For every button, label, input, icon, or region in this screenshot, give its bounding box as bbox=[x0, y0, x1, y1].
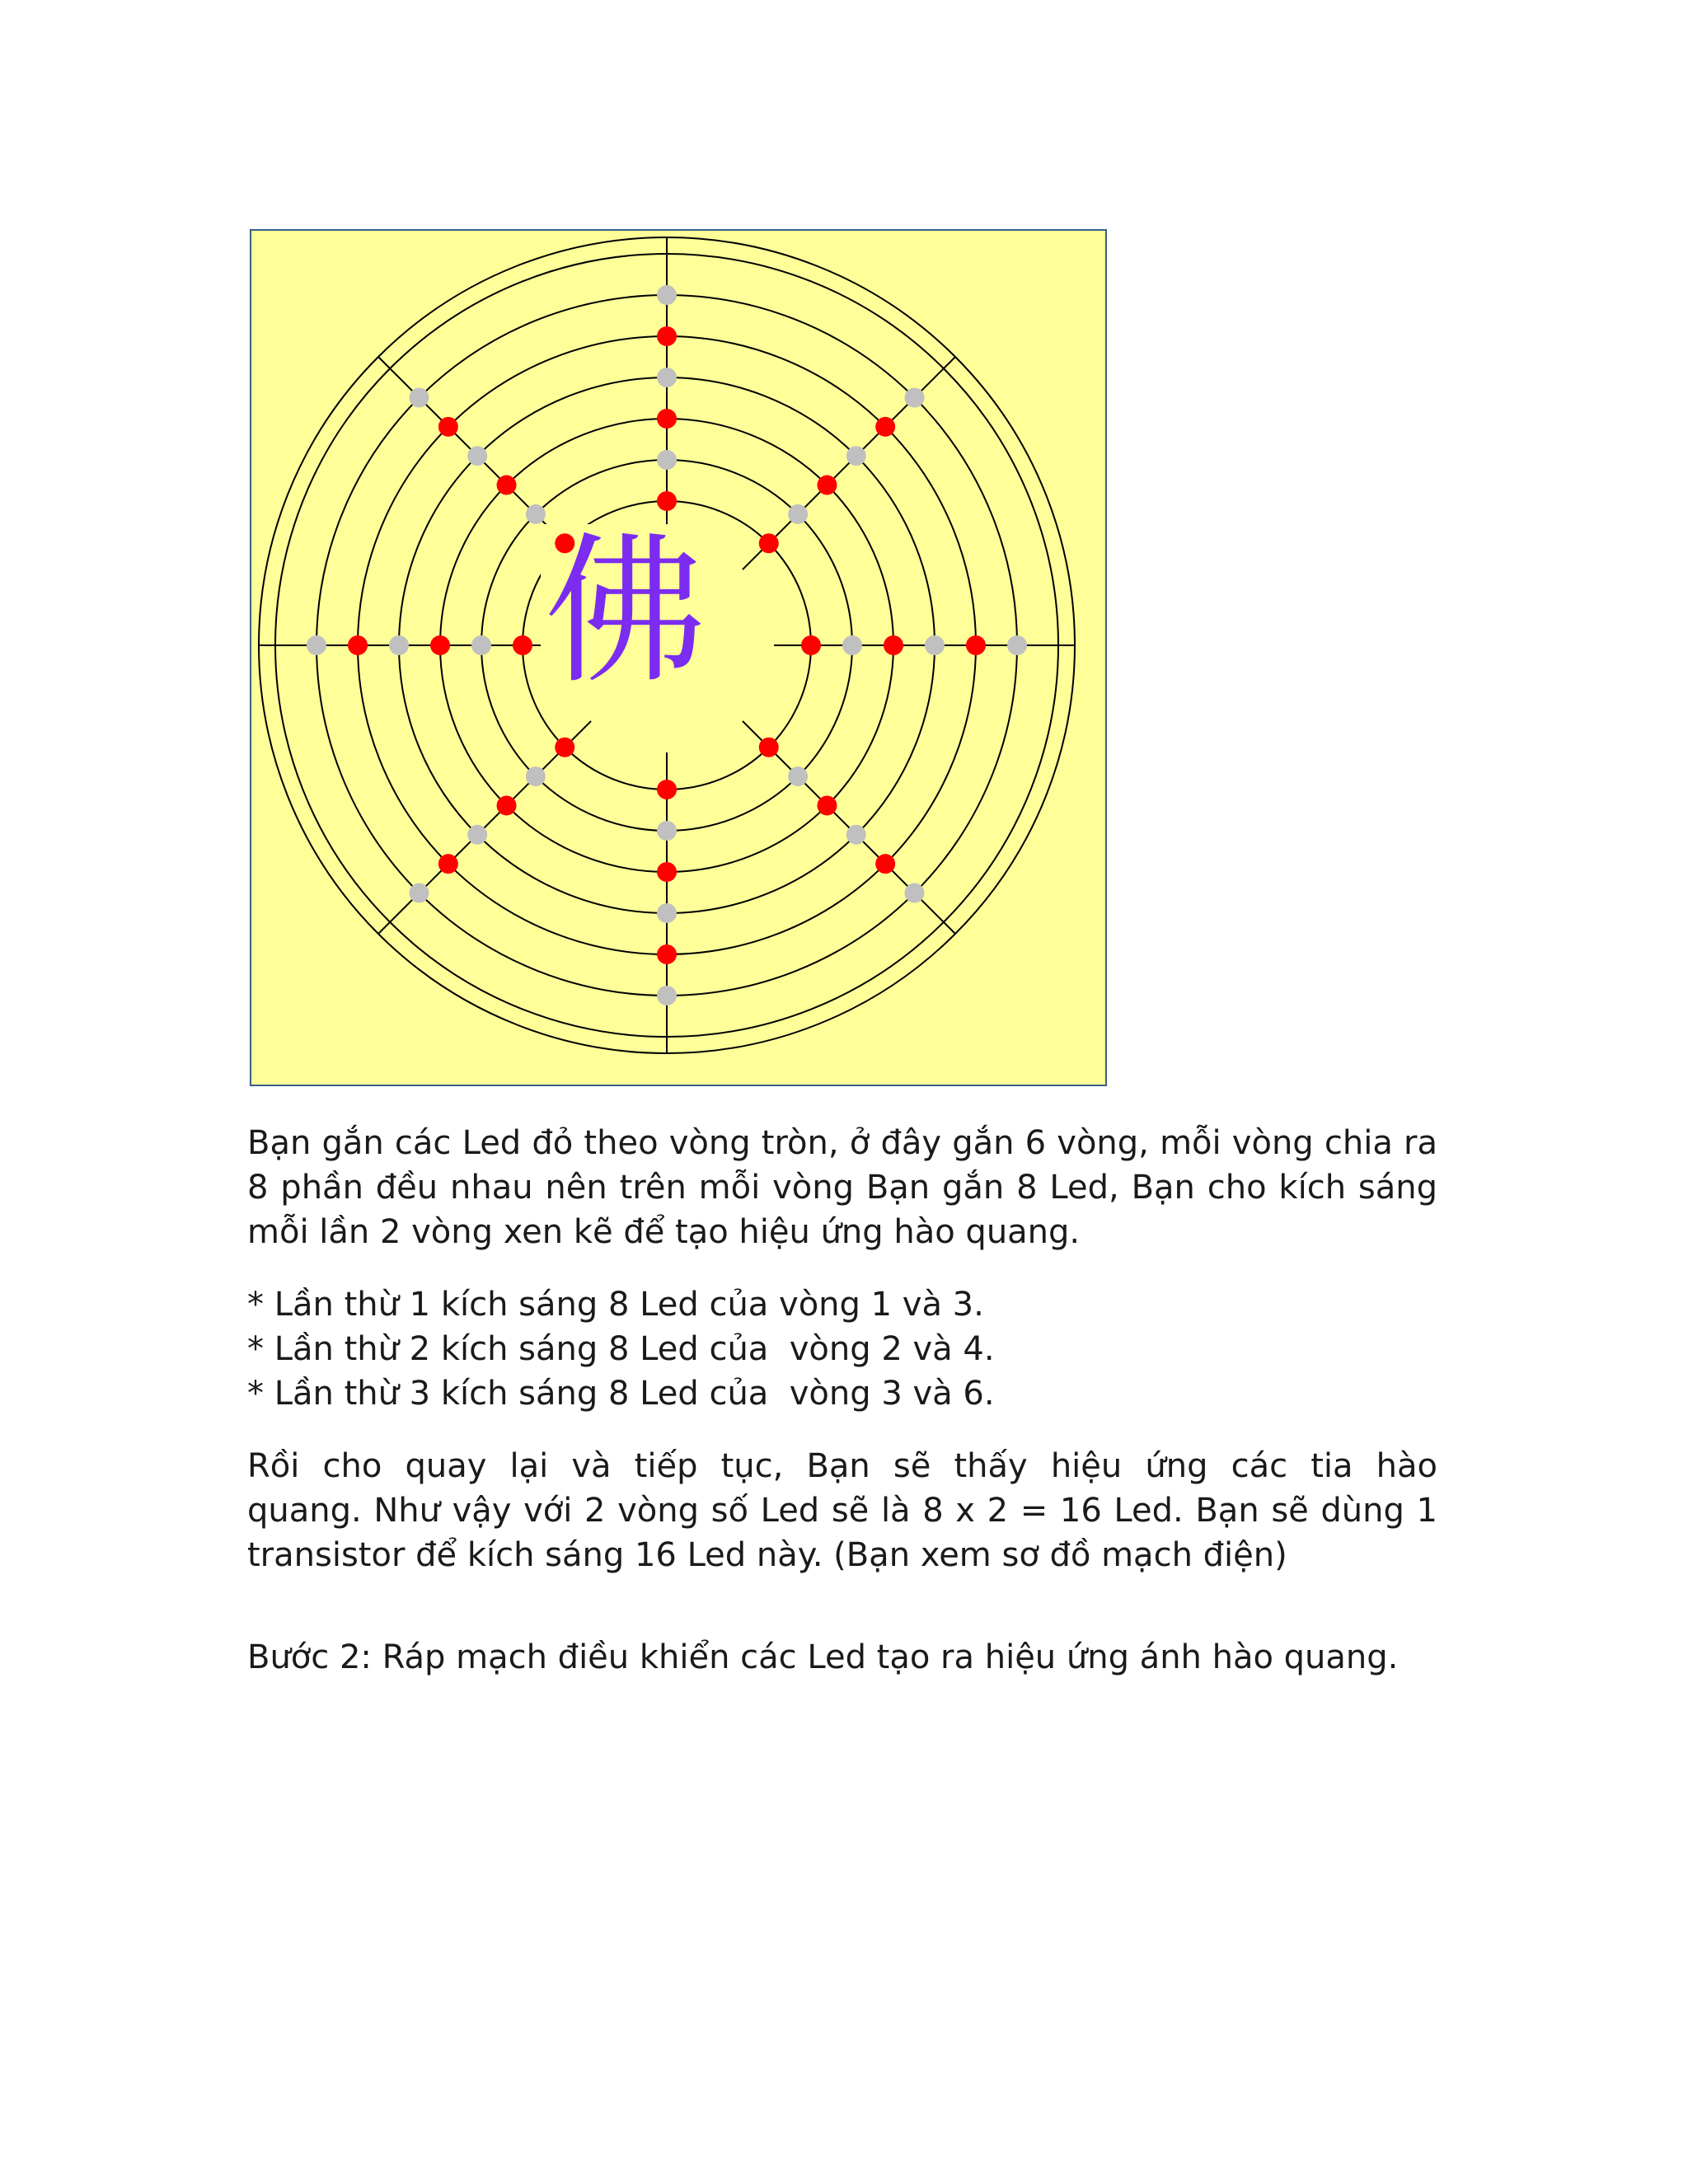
paragraph-1-line-2: 8 phần đều nhau nên trên mỗi vòng Bạn gắn 8 Led, Bạn cho kích sáng bbox=[247, 1169, 1437, 1207]
gray-led-icon bbox=[307, 635, 326, 655]
paragraph-3-line-3: transistor để kích sáng 16 Led này. (Bạn xem sơ đồ mạch điện) bbox=[247, 1536, 1287, 1574]
paragraph-3 bbox=[247, 1444, 1437, 1577]
gray-led-icon bbox=[925, 635, 945, 655]
gray-led-icon bbox=[846, 446, 866, 466]
red-led-icon bbox=[966, 635, 986, 655]
list-item-3: * Lần thừ 3 kích sáng 8 Led của vòng 3 và 6. bbox=[247, 1375, 995, 1413]
gray-led-icon bbox=[657, 903, 677, 923]
gray-led-icon bbox=[526, 504, 546, 524]
step-2-heading: Bước 2: Ráp mạch điều khiển các Led tạo ra hiệu ứng ánh hào quang. bbox=[247, 1638, 1399, 1676]
gray-led-icon bbox=[657, 986, 677, 1005]
gray-led-icon bbox=[657, 368, 677, 387]
red-led-icon bbox=[657, 326, 677, 346]
red-led-icon bbox=[759, 533, 779, 553]
paragraph-1 bbox=[247, 1121, 1437, 1254]
paragraph-3-line-1: Rồi cho quay lại và tiếp tục, Bạn sẽ thấy hiệu ứng các tia hào bbox=[247, 1447, 1437, 1485]
paragraph-3-line-2: quang. Như vậy với 2 vòng số Led sẽ là 8 x 2 = 16 Led. Bạn sẽ dùng 1 bbox=[247, 1492, 1437, 1530]
red-led-icon bbox=[657, 780, 677, 799]
red-led-icon bbox=[497, 476, 517, 495]
instruction-list bbox=[247, 1282, 1437, 1416]
red-led-icon bbox=[348, 635, 368, 655]
gray-led-icon bbox=[657, 821, 677, 841]
gray-led-icon bbox=[409, 883, 429, 903]
red-led-icon bbox=[657, 491, 677, 511]
red-led-icon bbox=[875, 854, 895, 874]
paragraph-1-line-3: mỗi lần 2 vòng xen kẽ để tạo hiệu ứng hào quang. bbox=[247, 1213, 1081, 1251]
gray-led-icon bbox=[905, 387, 925, 407]
red-led-icon bbox=[884, 635, 903, 655]
red-led-icon bbox=[438, 854, 458, 874]
red-led-icon bbox=[513, 635, 532, 655]
red-led-icon bbox=[801, 635, 821, 655]
gray-led-icon bbox=[467, 825, 487, 845]
gray-led-icon bbox=[657, 450, 677, 470]
red-led-icon bbox=[555, 738, 574, 757]
gray-led-icon bbox=[657, 285, 677, 305]
body-text bbox=[247, 1121, 1437, 1680]
gray-led-icon bbox=[389, 635, 409, 655]
red-led-icon bbox=[657, 862, 677, 882]
gray-led-icon bbox=[467, 446, 487, 466]
gray-led-icon bbox=[788, 766, 808, 786]
red-led-icon bbox=[657, 409, 677, 429]
center-character: 佛 bbox=[544, 518, 707, 706]
red-led-icon bbox=[438, 417, 458, 437]
list-item-1: * Lần thừ 1 kích sáng 8 Led của vòng 1 và 3. bbox=[247, 1286, 984, 1324]
gray-led-icon bbox=[1007, 635, 1027, 655]
gray-led-icon bbox=[905, 883, 925, 903]
red-led-icon bbox=[817, 795, 837, 815]
gray-led-icon bbox=[409, 387, 429, 407]
red-led-icon bbox=[497, 795, 517, 815]
led-ring-diagram bbox=[250, 229, 1107, 1086]
diagram-canvas bbox=[250, 229, 1107, 1086]
red-led-icon bbox=[657, 944, 677, 964]
red-led-icon bbox=[875, 417, 895, 437]
red-led-icon bbox=[430, 635, 450, 655]
list-item-2: * Lần thừ 2 kích sáng 8 Led của vòng 2 và 4. bbox=[247, 1330, 995, 1368]
gray-led-icon bbox=[526, 766, 546, 786]
red-led-icon bbox=[817, 476, 837, 495]
gray-led-icon bbox=[788, 504, 808, 524]
paragraph-1-line-1: Bạn gắn các Led đỏ theo vòng tròn, ở đây gắn 6 vòng, mỗi vòng chia ra bbox=[247, 1124, 1437, 1162]
gray-led-icon bbox=[846, 825, 866, 845]
gray-led-icon bbox=[842, 635, 862, 655]
red-led-icon bbox=[759, 738, 779, 757]
gray-led-icon bbox=[471, 635, 491, 655]
